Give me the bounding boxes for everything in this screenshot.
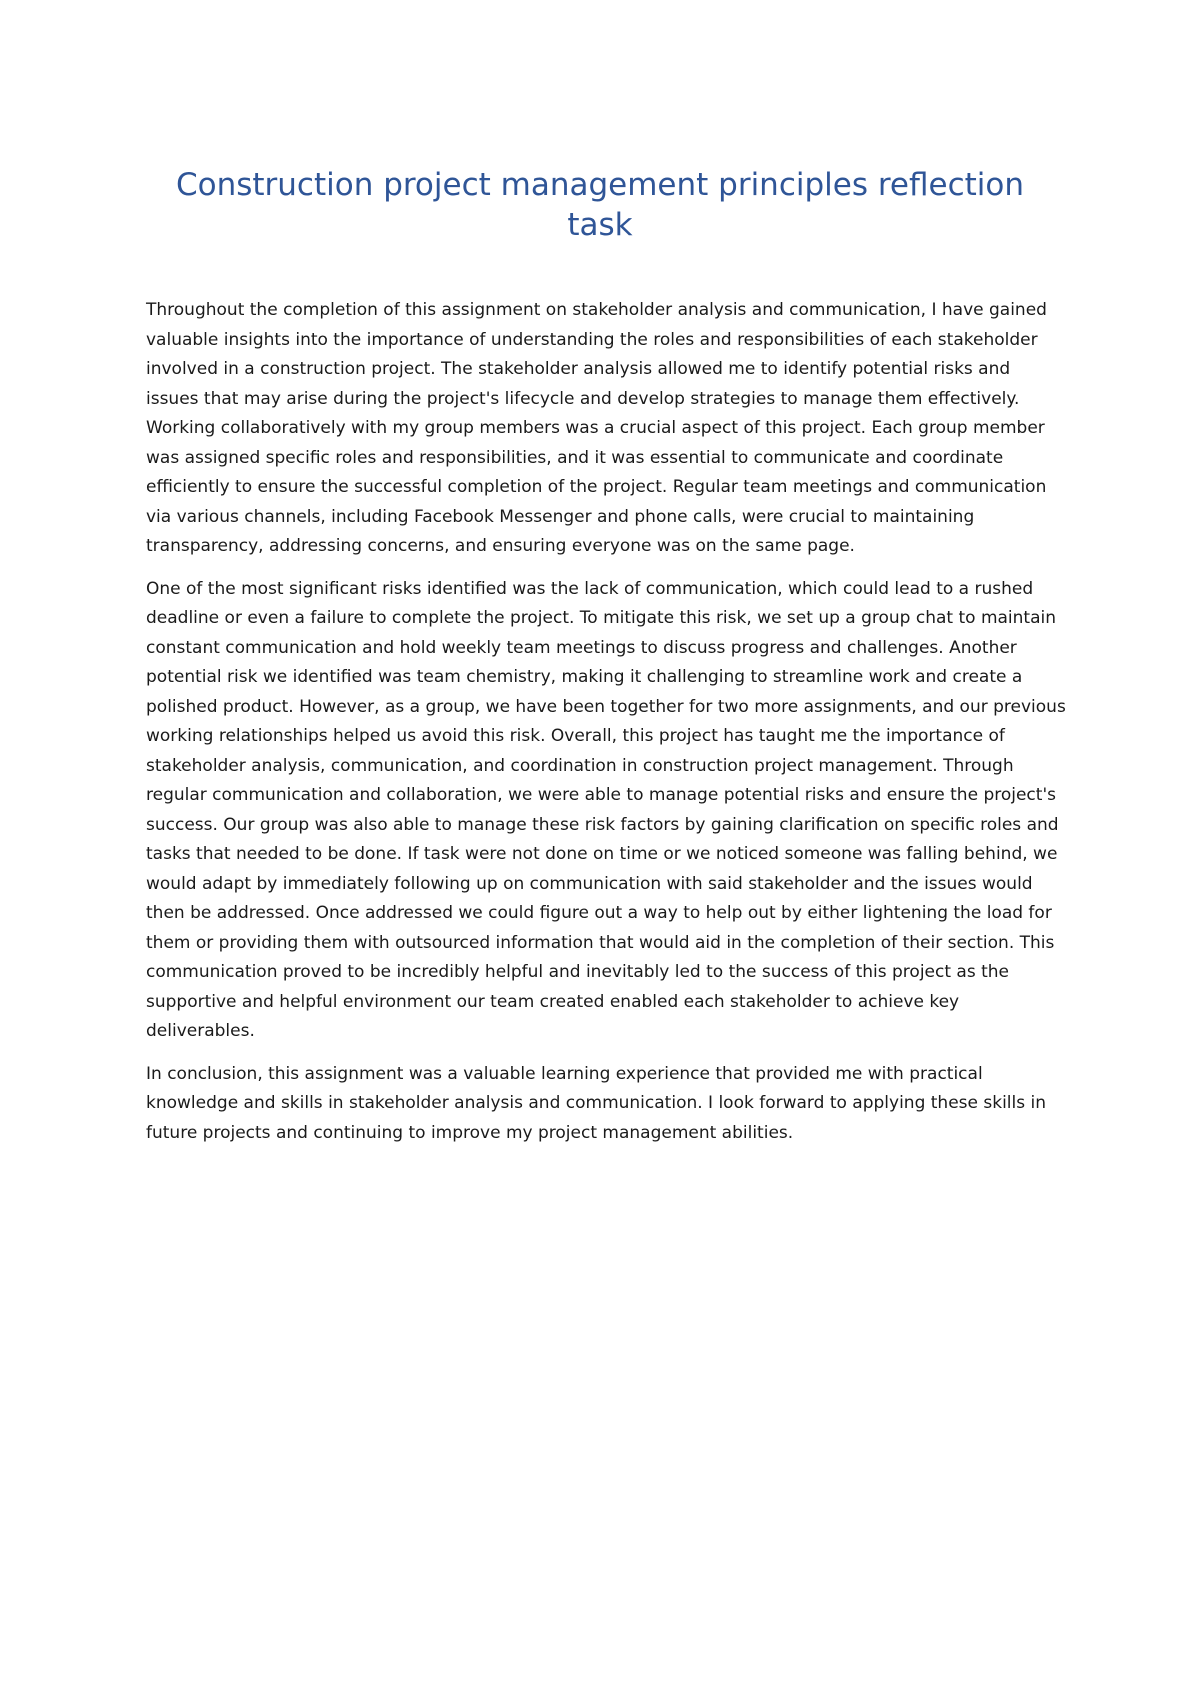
document-body [146, 296, 1066, 1161]
document-title: Construction project management principles reflection task [175, 167, 1025, 243]
paragraph-risks: One of the most significant risks identified was the lack of communication, which could lead to a rushed deadline or even a failure to complete the project. To mitigate this risk, we set up a group chat to maintain constant communication and hold weekly team meetings to discuss progress and challenges. Another potential risk we identified was team chemistry, making it challenging to streamline work and create a polished product. However, as a group, we have been together for two more assignments, and our previous working relationships helped us avoid this risk. Overall, this project has taught me the importance of stakeholder analysis, communication, and coordination in construction project management. Through regular communication and collaboration, we were able to manage potential risks and ensure the project's success. Our group was also able to manage these risk factors by gaining clarification on specific roles and tasks that needed to be done. If task were not done on time or we noticed someone was falling behind, we would adapt by immediately following up on communication with said stakeholder and the issues would then be addressed. Once addressed we could figure out a way to help out by either lightening the load for them or providing them with outsourced information that would aid in the completion of their section. This communication proved to be incredibly helpful and inevitably led to the success of this project as the supportive and helpful environment our team created enabled each stakeholder to achieve key deliverables. [146, 578, 1066, 1041]
paragraph-conclusion: In conclusion, this assignment was a valuable learning experience that provided me with practical knowledge and skills in stakeholder analysis and communication. I look forward to applying these skills in future projects and continuing to improve my project management abilities. [146, 1063, 1047, 1143]
paragraph-introduction: Throughout the completion of this assignment on stakeholder analysis and communication, I have gained valuable insights into the importance of understanding the roles and responsibilities of each stakeholder involved in a construction project. The stakeholder analysis allowed me to identify potential risks and issues that may arise during the project's lifecycle and develop strategies to manage them effectively. Working collaboratively with my group members was a crucial aspect of this project. Each group member was assigned specific roles and responsibilities, and it was essential to communicate and coordinate efficiently to ensure the successful completion of the project. Regular team meetings and communication via various channels, including Facebook Messenger and phone calls, were crucial to maintaining transparency, addressing concerns, and ensuring everyone was on the same page. [146, 300, 1047, 556]
